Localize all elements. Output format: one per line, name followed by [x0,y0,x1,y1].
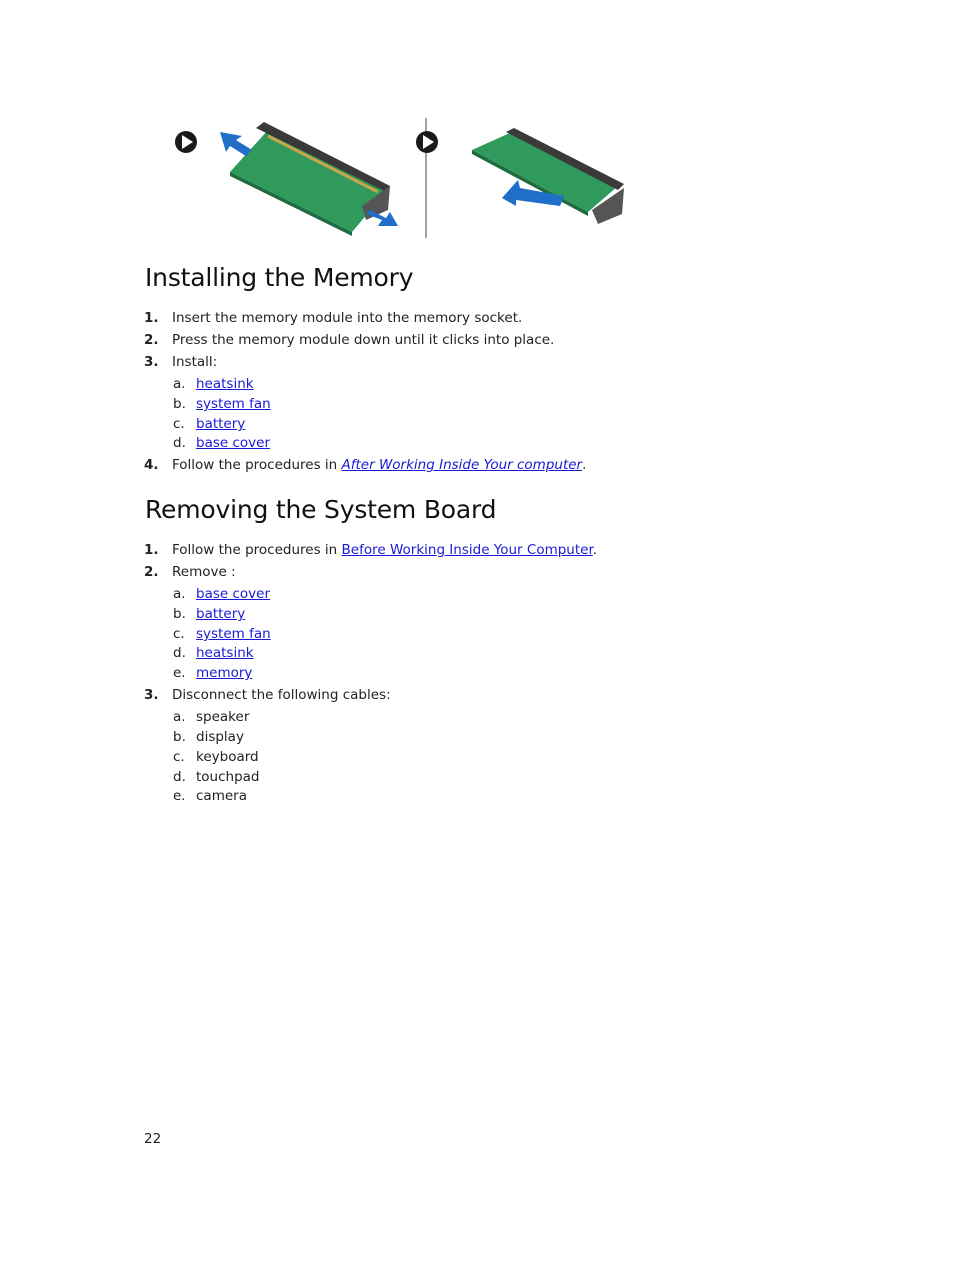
link-system-fan[interactable]: system fan [196,626,271,642]
memory-module-right [472,128,624,224]
page-number: 22 [144,1131,162,1147]
section-title-installing-memory: Installing the Memory [145,263,414,292]
memory-module-left [230,122,390,236]
link-base-cover[interactable]: base cover [196,586,270,602]
link-after-working-inside[interactable]: After Working Inside Your computer [341,457,583,473]
link-base-cover[interactable]: base cover [196,435,270,451]
section-title-removing-system-board: Removing the System Board [145,495,497,524]
arrow-up-left-icon [220,132,252,156]
link-battery[interactable]: battery [196,416,246,432]
play-circle-icon [416,131,438,153]
link-memory[interactable]: memory [196,665,253,681]
memory-removal-figure [172,114,652,242]
play-circle-icon [175,131,197,153]
link-battery[interactable]: battery [196,606,246,622]
link-heatsink[interactable]: heatsink [196,376,254,392]
link-system-fan[interactable]: system fan [196,396,271,412]
link-heatsink[interactable]: heatsink [196,645,254,661]
link-before-working-inside[interactable]: Before Working Inside Your Computer [341,542,593,558]
